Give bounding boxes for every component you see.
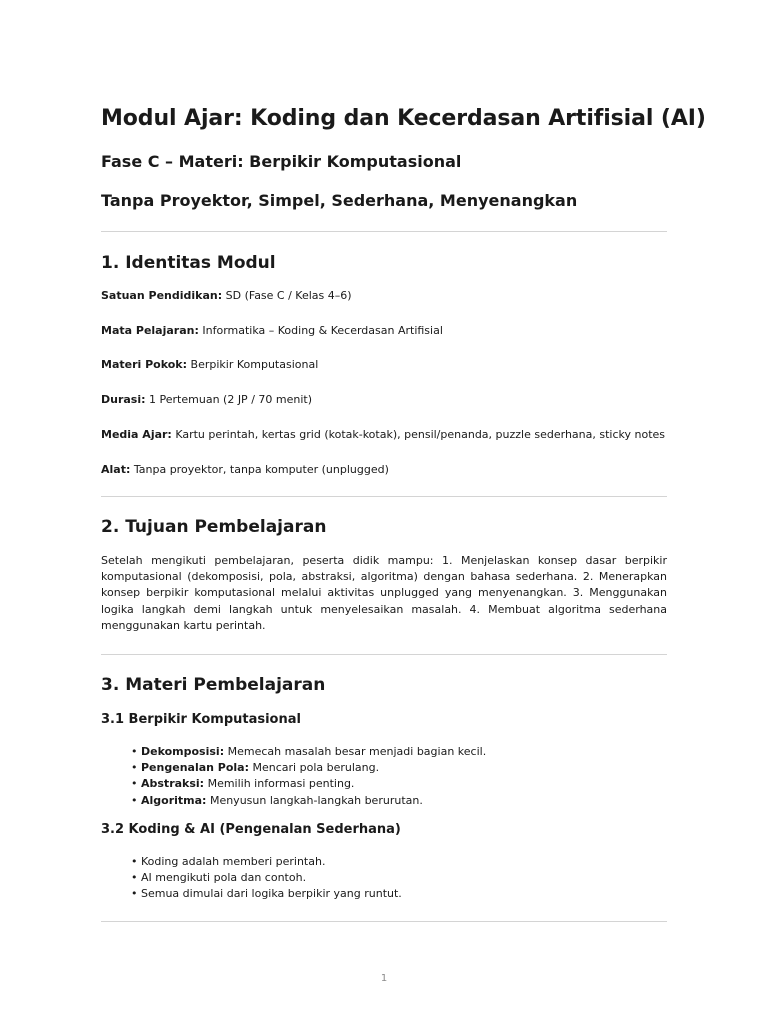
document-title: Modul Ajar: Koding dan Kecerdasan Artifisial (AI) <box>101 106 706 131</box>
divider <box>101 921 667 922</box>
divider <box>101 654 667 655</box>
subsection-heading-koding-ai: 3.2 Koding & AI (Pengenalan Sederhana) <box>101 822 401 837</box>
field-materi-pokok <box>101 357 318 373</box>
bullet: • <box>131 745 141 758</box>
concept-list <box>131 744 486 809</box>
list-item: • Semua dimulai dari logika berpikir yang runtut. <box>131 887 402 901</box>
field-durasi <box>101 392 312 408</box>
page-number: 1 <box>380 973 388 984</box>
field-satuan-pendidikan <box>101 288 352 304</box>
list-item: • Koding adalah memberi perintah. <box>131 855 326 868</box>
field-value: Informatika – Koding & Kecerdasan Artifisial <box>198 324 443 337</box>
term: Dekomposisi: <box>141 745 225 758</box>
subsection-heading-berpikir-komputasional: 3.1 Berpikir Komputasional <box>101 712 301 727</box>
description: Memecah masalah besar menjadi bagian kecil. <box>224 745 487 758</box>
field-label: Satuan Pendidikan: <box>101 289 223 302</box>
divider <box>101 496 667 497</box>
section-heading-identitas: 1. Identitas Modul <box>101 253 276 273</box>
section-heading-tujuan: 2. Tujuan Pembelajaran <box>101 517 327 537</box>
field-value: Tanpa proyektor, tanpa komputer (unplugged) <box>130 463 389 476</box>
list-item: • AI mengikuti pola dan contoh. <box>131 871 307 885</box>
description: Menyusun langkah-langkah berurutan. <box>206 793 423 807</box>
field-media-ajar <box>101 427 665 443</box>
list-item <box>131 793 486 809</box>
document-subtitle-tagline: Tanpa Proyektor, Simpel, Sederhana, Menyenangkan <box>101 191 578 210</box>
field-label: Durasi: <box>101 393 146 406</box>
bullet: • <box>131 761 141 775</box>
field-label: Materi Pokok: <box>101 358 188 371</box>
term: Pengenalan Pola: <box>141 761 250 775</box>
section-heading-materi: 3. Materi Pembelajaran <box>101 675 326 695</box>
field-value: Kartu perintah, kertas grid (kotak-kotak), pensil/penanda, puzzle sederhana, sticky notes <box>171 428 666 441</box>
divider <box>101 231 667 232</box>
field-value: 1 Pertemuan (2 JP / 70 menit) <box>145 393 313 406</box>
term: Algoritma: <box>141 793 207 807</box>
list-item <box>131 776 486 792</box>
description: Memilih informasi penting. <box>204 777 355 791</box>
tujuan-paragraph: Setelah mengikuti pembelajaran, peserta didik mampu: 1. Menjelaskan konsep dasar berpikir komputasional (dekomposisi, pola, abstraksi, algoritma) dengan bahasa sederhana. 2. Menerapkan konsep berpikir komputasional melalui aktivitas unplugged yang menyenangkan. 3. Menggunakan logika langkah demi langkah untuk menyelesaikan masalah. 4. Membuat algoritma sederhana menggunakan kartu perintah. <box>101 554 667 632</box>
field-value: Berpikir Komputasional <box>187 358 319 371</box>
document-subtitle-phase: Fase C – Materi: Berpikir Komputasional <box>101 152 462 171</box>
field-label: Alat: <box>101 463 131 476</box>
field-label: Media Ajar: <box>101 428 172 441</box>
field-alat <box>101 462 389 478</box>
koding-ai-list <box>131 854 402 903</box>
field-value: SD (Fase C / Kelas 4–6) <box>222 289 352 302</box>
term: Abstraksi: <box>141 777 205 791</box>
bullet: • <box>131 777 141 791</box>
list-item <box>131 744 486 760</box>
field-mata-pelajaran <box>101 323 443 339</box>
field-label: Mata Pelajaran: <box>101 324 199 337</box>
description: Mencari pola berulang. <box>249 761 380 775</box>
list-item <box>131 760 486 776</box>
bullet: • <box>131 793 141 807</box>
